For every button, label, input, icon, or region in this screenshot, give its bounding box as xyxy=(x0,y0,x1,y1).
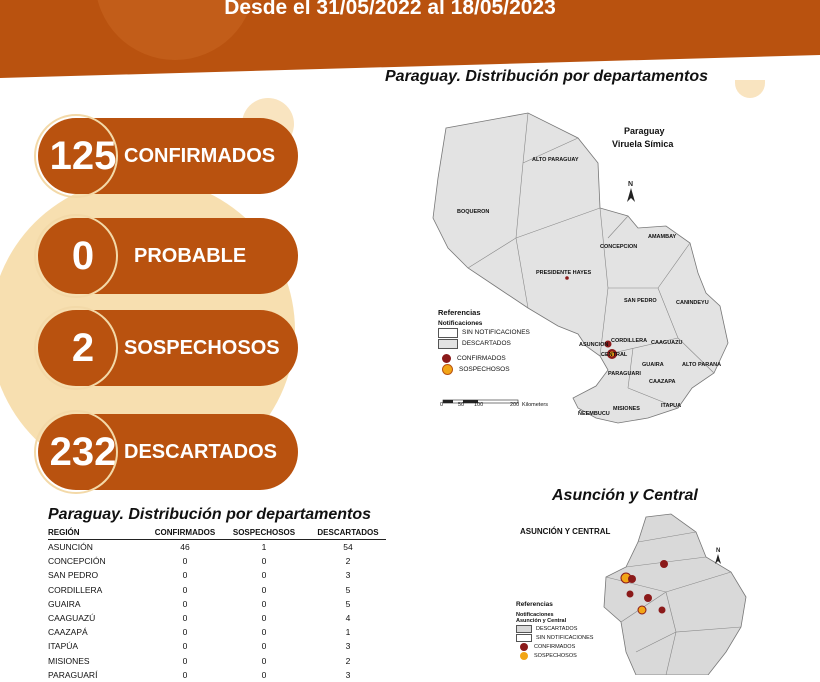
dept-label: ITAPUA xyxy=(661,403,682,409)
svg-text:N: N xyxy=(716,548,721,554)
svg-text:N: N xyxy=(628,181,634,188)
dept-label: MISIONES xyxy=(613,406,640,412)
legend-item: CONFIRMADOS xyxy=(438,353,530,364)
table-header-row xyxy=(48,527,386,540)
dept-label: ALTO PARANA xyxy=(682,362,722,368)
central-map-title: ASUNCIÓN Y CENTRAL xyxy=(520,527,611,536)
stat-value: 125 xyxy=(49,133,117,178)
decor-circle-tiny xyxy=(735,80,765,98)
dept-label: SAN PEDRO xyxy=(624,298,657,304)
table-row: PARAGUARÍ 0 0 3 xyxy=(48,669,351,680)
dept-label: PARAGUARI xyxy=(608,371,641,377)
legend-title: Referencias xyxy=(516,601,553,608)
scale-tick: 200 xyxy=(510,402,520,408)
scale-tick: 100 xyxy=(474,402,484,408)
table-row: ITAPÚA 0 0 3 xyxy=(48,641,351,652)
department-table xyxy=(48,527,386,682)
legend-subtitle: Notificaciones xyxy=(438,320,483,327)
stat-label: DESCARTADOS xyxy=(124,440,277,463)
legend-item: DESCARTADOS xyxy=(516,624,593,633)
legend-subtitle: Notificaciones xyxy=(516,612,554,618)
number-ring xyxy=(34,214,118,298)
number-ring xyxy=(34,306,118,390)
col-header-sospechosos: SOSPECHOSOS xyxy=(218,527,310,540)
dept-label: CORDILLERA xyxy=(611,338,648,344)
paraguay-map xyxy=(428,108,738,428)
central-map xyxy=(596,512,756,675)
stat-descartados xyxy=(38,414,298,490)
legend-item: DESCARTADOS xyxy=(438,338,530,349)
dept-label: AMAMBAY xyxy=(648,234,677,240)
table-title: Paraguay. Distribución por departamentos xyxy=(48,506,372,523)
table-row: MISIONES 0 0 2 xyxy=(48,655,351,666)
col-header-confirmados: CONFIRMADOS xyxy=(152,527,218,540)
dept-label: CONCEPCION xyxy=(600,244,638,250)
table-row: CORDILLERA 0 0 5 xyxy=(48,584,351,595)
col-header-region: REGIÓN xyxy=(48,527,152,540)
dept-label: CAAZAPA xyxy=(649,379,676,385)
number-ring xyxy=(34,410,118,494)
stat-confirmados xyxy=(38,118,298,194)
stat-value: 0 xyxy=(71,233,95,278)
dept-label: CENTRAL xyxy=(601,352,628,358)
scale-unit: Kilometers xyxy=(522,402,548,408)
stat-value: 2 xyxy=(71,325,95,370)
legend-item: SOSPECHOSOS xyxy=(516,651,593,660)
legend-subtitle2: Asunción y Central xyxy=(516,618,567,624)
table-row: SAN PEDRO 0 0 3 xyxy=(48,570,351,581)
dept-label: BOQUERON xyxy=(457,209,490,215)
stat-probable xyxy=(38,218,298,294)
legend-item: SIN NOTIFICACIONES xyxy=(438,327,530,338)
dept-label: ASUNCION xyxy=(579,342,609,348)
central-map-legend xyxy=(516,601,593,660)
table-row: GUAIRA 0 0 5 xyxy=(48,598,351,609)
dept-label: ALTO PARAGUAY xyxy=(532,157,579,163)
stat-label: SOSPECHOSOS xyxy=(124,336,280,359)
scale-tick: 0 xyxy=(440,402,444,408)
stat-label: PROBABLE xyxy=(134,244,247,267)
legend-item: CONFIRMADOS xyxy=(516,642,593,651)
paraguay-map-legend xyxy=(438,308,530,375)
table-row: CAAZAPÁ 0 0 1 xyxy=(48,627,351,638)
dept-label: ÑEEMBUCU xyxy=(578,411,610,417)
stat-value: 232 xyxy=(49,429,117,474)
legend-title: Referencias xyxy=(438,308,481,317)
dept-label: CAAGUAZU xyxy=(651,340,683,346)
table-row: CAAGUAZÚ 0 0 4 xyxy=(48,613,351,624)
map-title-viruela: Viruela Símica xyxy=(612,139,674,149)
dept-label: GUAIRA xyxy=(642,362,664,368)
legend-item: SIN NOTIFICACIONES xyxy=(516,633,593,642)
number-ring xyxy=(34,114,118,198)
map-title-paraguay: Paraguay xyxy=(624,126,665,136)
map-section-title: Paraguay. Distribución por departamentos xyxy=(385,68,709,85)
table-row: CONCEPCIÓN 0 0 2 xyxy=(48,556,351,567)
scale-tick: 50 xyxy=(458,402,465,408)
legend-item: SOSPECHOSOS xyxy=(438,364,530,375)
date-range-title: Desde el 31/05/2022 al 18/05/2023 xyxy=(224,0,556,19)
dept-label: CANINDEYU xyxy=(676,300,709,306)
dept-label: PRESIDENTE HAYES xyxy=(536,270,592,276)
stat-sospechosos xyxy=(38,310,298,386)
table-row: ASUNCIÓN 46 1 54 xyxy=(48,542,353,553)
stat-label: CONFIRMADOS xyxy=(124,144,276,167)
col-header-descartados: DESCARTADOS xyxy=(310,527,386,540)
central-section-title: Asunción y Central xyxy=(552,487,698,504)
